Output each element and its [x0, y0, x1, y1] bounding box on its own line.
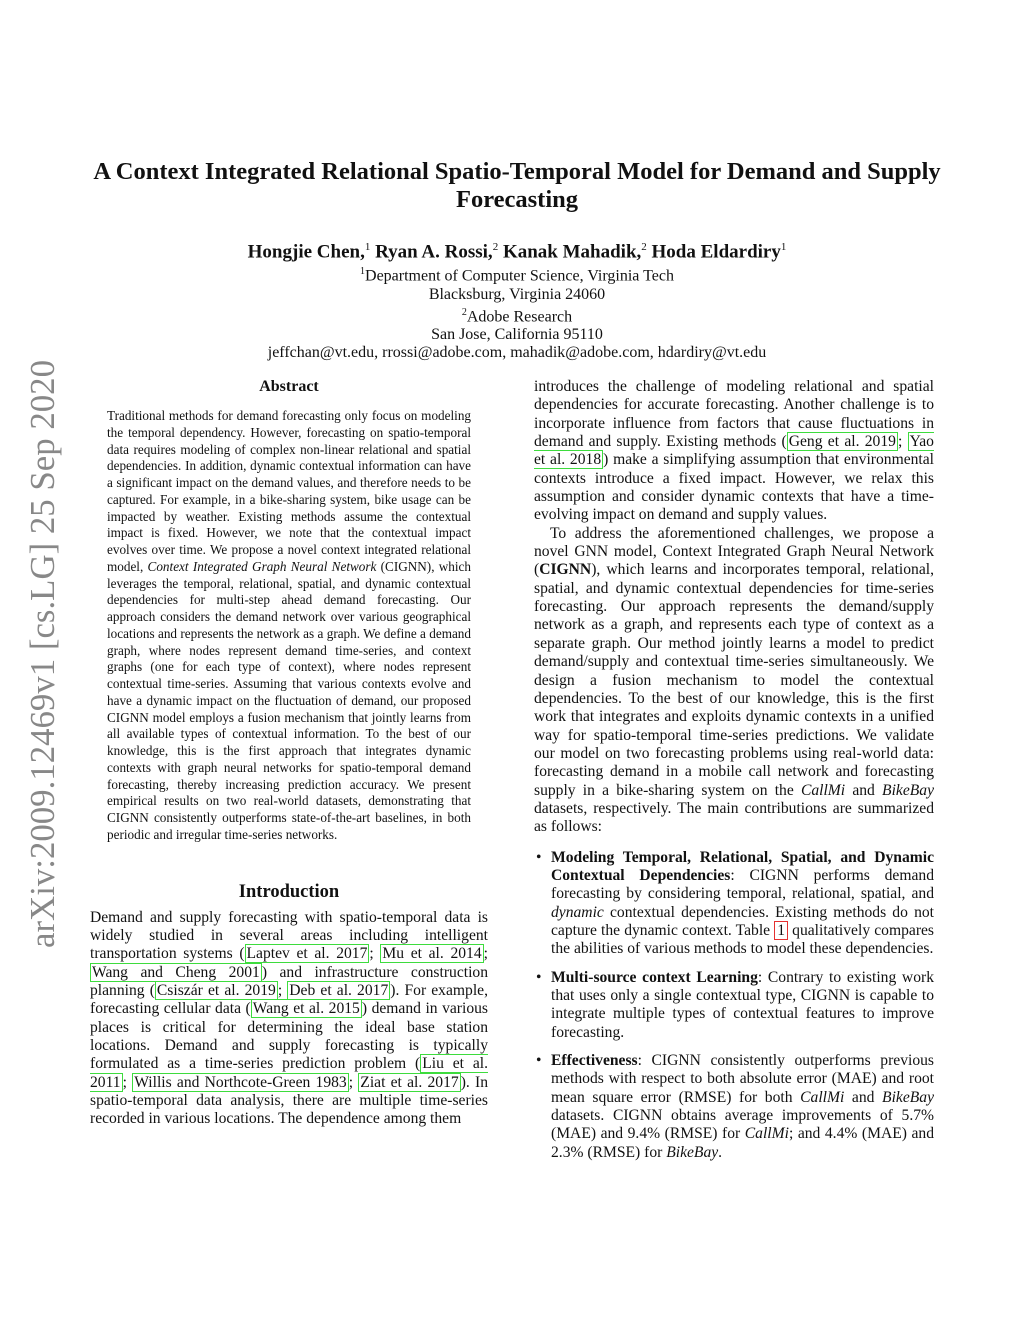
text-run: introduces the challenge of modeling relational and spatial dependencies for accurate forecasting. Another challenge is to incorporate influence from factors that cause fluctuations in demand and supply. Existing methods (	[534, 378, 934, 451]
author-emails: jeffchan@vt.edu, rrossi@adobe.com, mahadik@adobe.com, hdardiry@vt.edu	[267, 344, 767, 362]
text-run: ; and 4.4% (MAE) and 2.3% (RMSE) for	[551, 1125, 934, 1161]
introduction-heading: Introduction	[238, 881, 340, 902]
affil-name: Department of Computer Science, Virginia Tech	[365, 267, 674, 285]
text-run: ;	[122, 1073, 133, 1091]
contribution-list	[534, 849, 934, 1163]
dataset-name: CallMi	[800, 1088, 845, 1106]
text-run: qualitatively compares the abilities of various methods to model these dependencies.	[551, 921, 934, 958]
author-affil-mark: 1	[780, 241, 787, 253]
citation-link[interactable]: Liu et al. 2011	[90, 1055, 488, 1091]
affil-mark: 2	[461, 306, 467, 318]
contribution-heading: Modeling Temporal, Relational, Spatial, and Dynamic Contextual Dependencies	[551, 848, 934, 884]
citation-link[interactable]: Mu et al. 2014	[382, 945, 482, 963]
abstract-heading: Abstract	[259, 378, 319, 395]
dataset-name: CallMi	[744, 1125, 789, 1143]
list-item	[534, 849, 934, 959]
text-run: ) and infrastructure construction planning (	[90, 963, 488, 999]
affiliation-1-city: Blacksburg, Virginia 24060	[428, 285, 606, 303]
text-run: .	[718, 1143, 723, 1161]
bullet-icon: •	[536, 1052, 542, 1070]
intro-paragraph-2	[534, 525, 934, 837]
text-run: ). For example, forecasting cellular data (	[90, 981, 488, 1018]
citation-link[interactable]: Geng et al. 2019	[788, 433, 896, 451]
model-acronym: CIGNN	[539, 561, 592, 579]
author-name: Hongjie Chen,	[247, 241, 365, 263]
arxiv-identifier-stamp	[2, 360, 74, 950]
bullet-icon: •	[536, 968, 542, 986]
text-run: ), which learns and incorporates temporal, relational, spatial, and dynamic contextual dependencies for time-series forecasting. Our approach represents the demand/supply network as a graph, and represents each type of context as a separate graph. Our method jointly learns a model to predict demand/supply and contextual time-series simultaneously. We design a fusion mechanism to model the contextual dependencies. To the best of our knowledge, this is the first work that integrates and exploits dynamic contexts in a unified way for spatio-temporal time-series predictions. We validate our model on two forecasting problems using real-world data: forecasting demand in a mobile call network and forecasting supply in a bike-sharing system on the	[534, 561, 934, 799]
author-affil-mark: 2	[492, 241, 499, 253]
citation-link[interactable]: Deb et al. 2017	[289, 981, 389, 999]
text-run: : CIGNN performs demand forecasting by considering temporal, relational, spatial, and	[551, 866, 934, 903]
affil-mark: 1	[360, 266, 366, 277]
list-item	[534, 969, 934, 1042]
citation-link[interactable]: Wang et al. 2015	[252, 1000, 360, 1018]
author-name: Hoda Eldardiry	[651, 241, 781, 263]
intro-paragraph-1-cont	[534, 378, 934, 525]
author-name: Ryan A. Rossi,	[375, 241, 493, 263]
paper-title: A Context Integrated Relational Spatio-Temporal Model for Demand and Supply Forecasting	[93, 158, 941, 213]
abstract-part: (CIGNN), which leverages the temporal, relational, spatial, and dynamic contextual dependencies for multi-step ahead demand forecasting. Our approach considers the demand network over various geographical locations and represents the network as a graph. We define a demand graph, where nodes represent demand time-series, and context graphs (one for each type of context), where nodes represent contextual time-series. Assuming that various contexts evolve and have a dynamic impact on the fluctuation of demand, our proposed CIGNN model employs a fusion mechanism that jointly learns from all available types of contextual information. To the best of our knowledge, this is the first approach that integrates dynamic contexts with graph neural networks for spatio-temporal demand forecasting, thereby increasing prediction accuracy. We present empirical results on two real-world datasets, demonstrating that CIGNN consistently outperforms state-of-the-art baselines, in both periodic and irregular time-series networks.	[107, 558, 471, 842]
citation-link[interactable]: Laptev et al. 2017	[246, 945, 368, 963]
text-run: datasets. CIGNN obtains average improvements of 5.7% (MAE) and 9.4% (RMSE) for	[551, 1107, 934, 1143]
affiliation-1	[90, 263, 944, 286]
text-run: ). In spatio-temporal data analysis, there are multiple time-series recorded in various locations. The dependence among them	[90, 1073, 489, 1128]
text-run: Demand and supply forecasting with spatio-temporal data is widely studied in several areas including intelligent transportation systems (	[90, 908, 488, 963]
text-run: ;	[897, 433, 908, 451]
author-affil-mark: 2	[641, 241, 647, 253]
author-name: Kanak Mahadik,	[502, 241, 642, 263]
text-run: : CIGNN consistently outperforms previous methods with respect to both absolute error (MAE) and root mean square error (RMSE) for both	[551, 1052, 934, 1106]
model-name: Context Integrated Graph Neural Network	[147, 558, 377, 574]
citation-link[interactable]: Wang and Cheng 2001	[92, 963, 260, 981]
abstract-part: Traditional methods for demand forecasting only focus on modeling the temporal dependency. However, forecasting on spatio-temporal data requires modeling of complex non-linear relational and spatial dependencies. In addition, dynamic contextual information can have a significant impact on the demand values, and therefore needs to be captured. For example, in a bike-sharing system, bike usage can be impacted by weather. Existing methods assume the contextual impact is fixed. However, we note that the contextual impact evolves over time. We propose a novel context integrated relational model,	[107, 408, 471, 574]
abstract-text	[107, 408, 471, 844]
citation-link[interactable]: Willis and Northcote-Green 1983	[134, 1073, 347, 1091]
right-column	[534, 378, 934, 1172]
affiliations	[90, 263, 944, 363]
dataset-name: BikeBay	[882, 1088, 934, 1106]
left-column	[90, 378, 488, 1129]
text-run: ) make a simplifying assumption that environmental contexts introduce a fixed impact. However, we relax this assumption and consider dynamic contexts that have a time-evolving impact on demand and supply values.	[534, 451, 934, 524]
text-run: ;	[483, 945, 488, 963]
text-run: ;	[369, 945, 381, 963]
citation-link[interactable]: Yao et al. 2018	[534, 433, 934, 469]
dataset-name: BikeBay	[882, 781, 934, 799]
table-ref-link[interactable]: 1	[774, 921, 788, 940]
dataset-name: CallMi	[800, 781, 846, 799]
text-run: ) demand in various places is critical for determining the ideal base station locations. Demand and supply forecasting is typically formulated as a time-series prediction problem (	[90, 1000, 488, 1073]
author-affil-mark: 1	[364, 241, 371, 253]
text-run: and	[845, 781, 883, 799]
author-list	[90, 236, 944, 263]
dataset-name: BikeBay	[666, 1143, 719, 1161]
arxiv-id-text: arXiv:2009.12469v1 [cs.LG] 25 Sep 2020	[23, 360, 62, 948]
citation-link[interactable]: Csiszár et al. 2019	[156, 981, 276, 999]
text-run: To address the aforementioned challenges, we propose a novel GNN model, Context Integrated Graph Neural Network (	[534, 524, 934, 579]
list-item	[534, 1052, 934, 1162]
affil-name: Adobe Research	[466, 308, 573, 326]
intro-paragraph-1	[90, 909, 488, 1129]
affiliation-2	[90, 304, 944, 327]
affiliation-2-city: San Jose, California 95110	[431, 326, 603, 344]
text-run: : Contrary to existing work that uses only a single contextual type, CIGNN is capable to integrate multiple types of contextual features to improve forecasting.	[551, 968, 934, 1041]
text-run: ;	[348, 1073, 359, 1091]
text-run: and	[844, 1088, 883, 1106]
bullet-icon: •	[536, 848, 542, 866]
text-run: ;	[277, 981, 288, 999]
contribution-heading: Multi-source context Learning	[551, 968, 758, 986]
contribution-heading: Effectiveness	[551, 1052, 638, 1070]
citation-link[interactable]: Ziat et al. 2017	[360, 1073, 459, 1091]
text-run: contextual dependencies. Existing methods do not capture the dynamic context. Table	[551, 903, 934, 939]
emphasis: dynamic	[551, 903, 604, 921]
text-run: datasets, respectively. The main contributions are summarized as follows:	[534, 799, 934, 836]
